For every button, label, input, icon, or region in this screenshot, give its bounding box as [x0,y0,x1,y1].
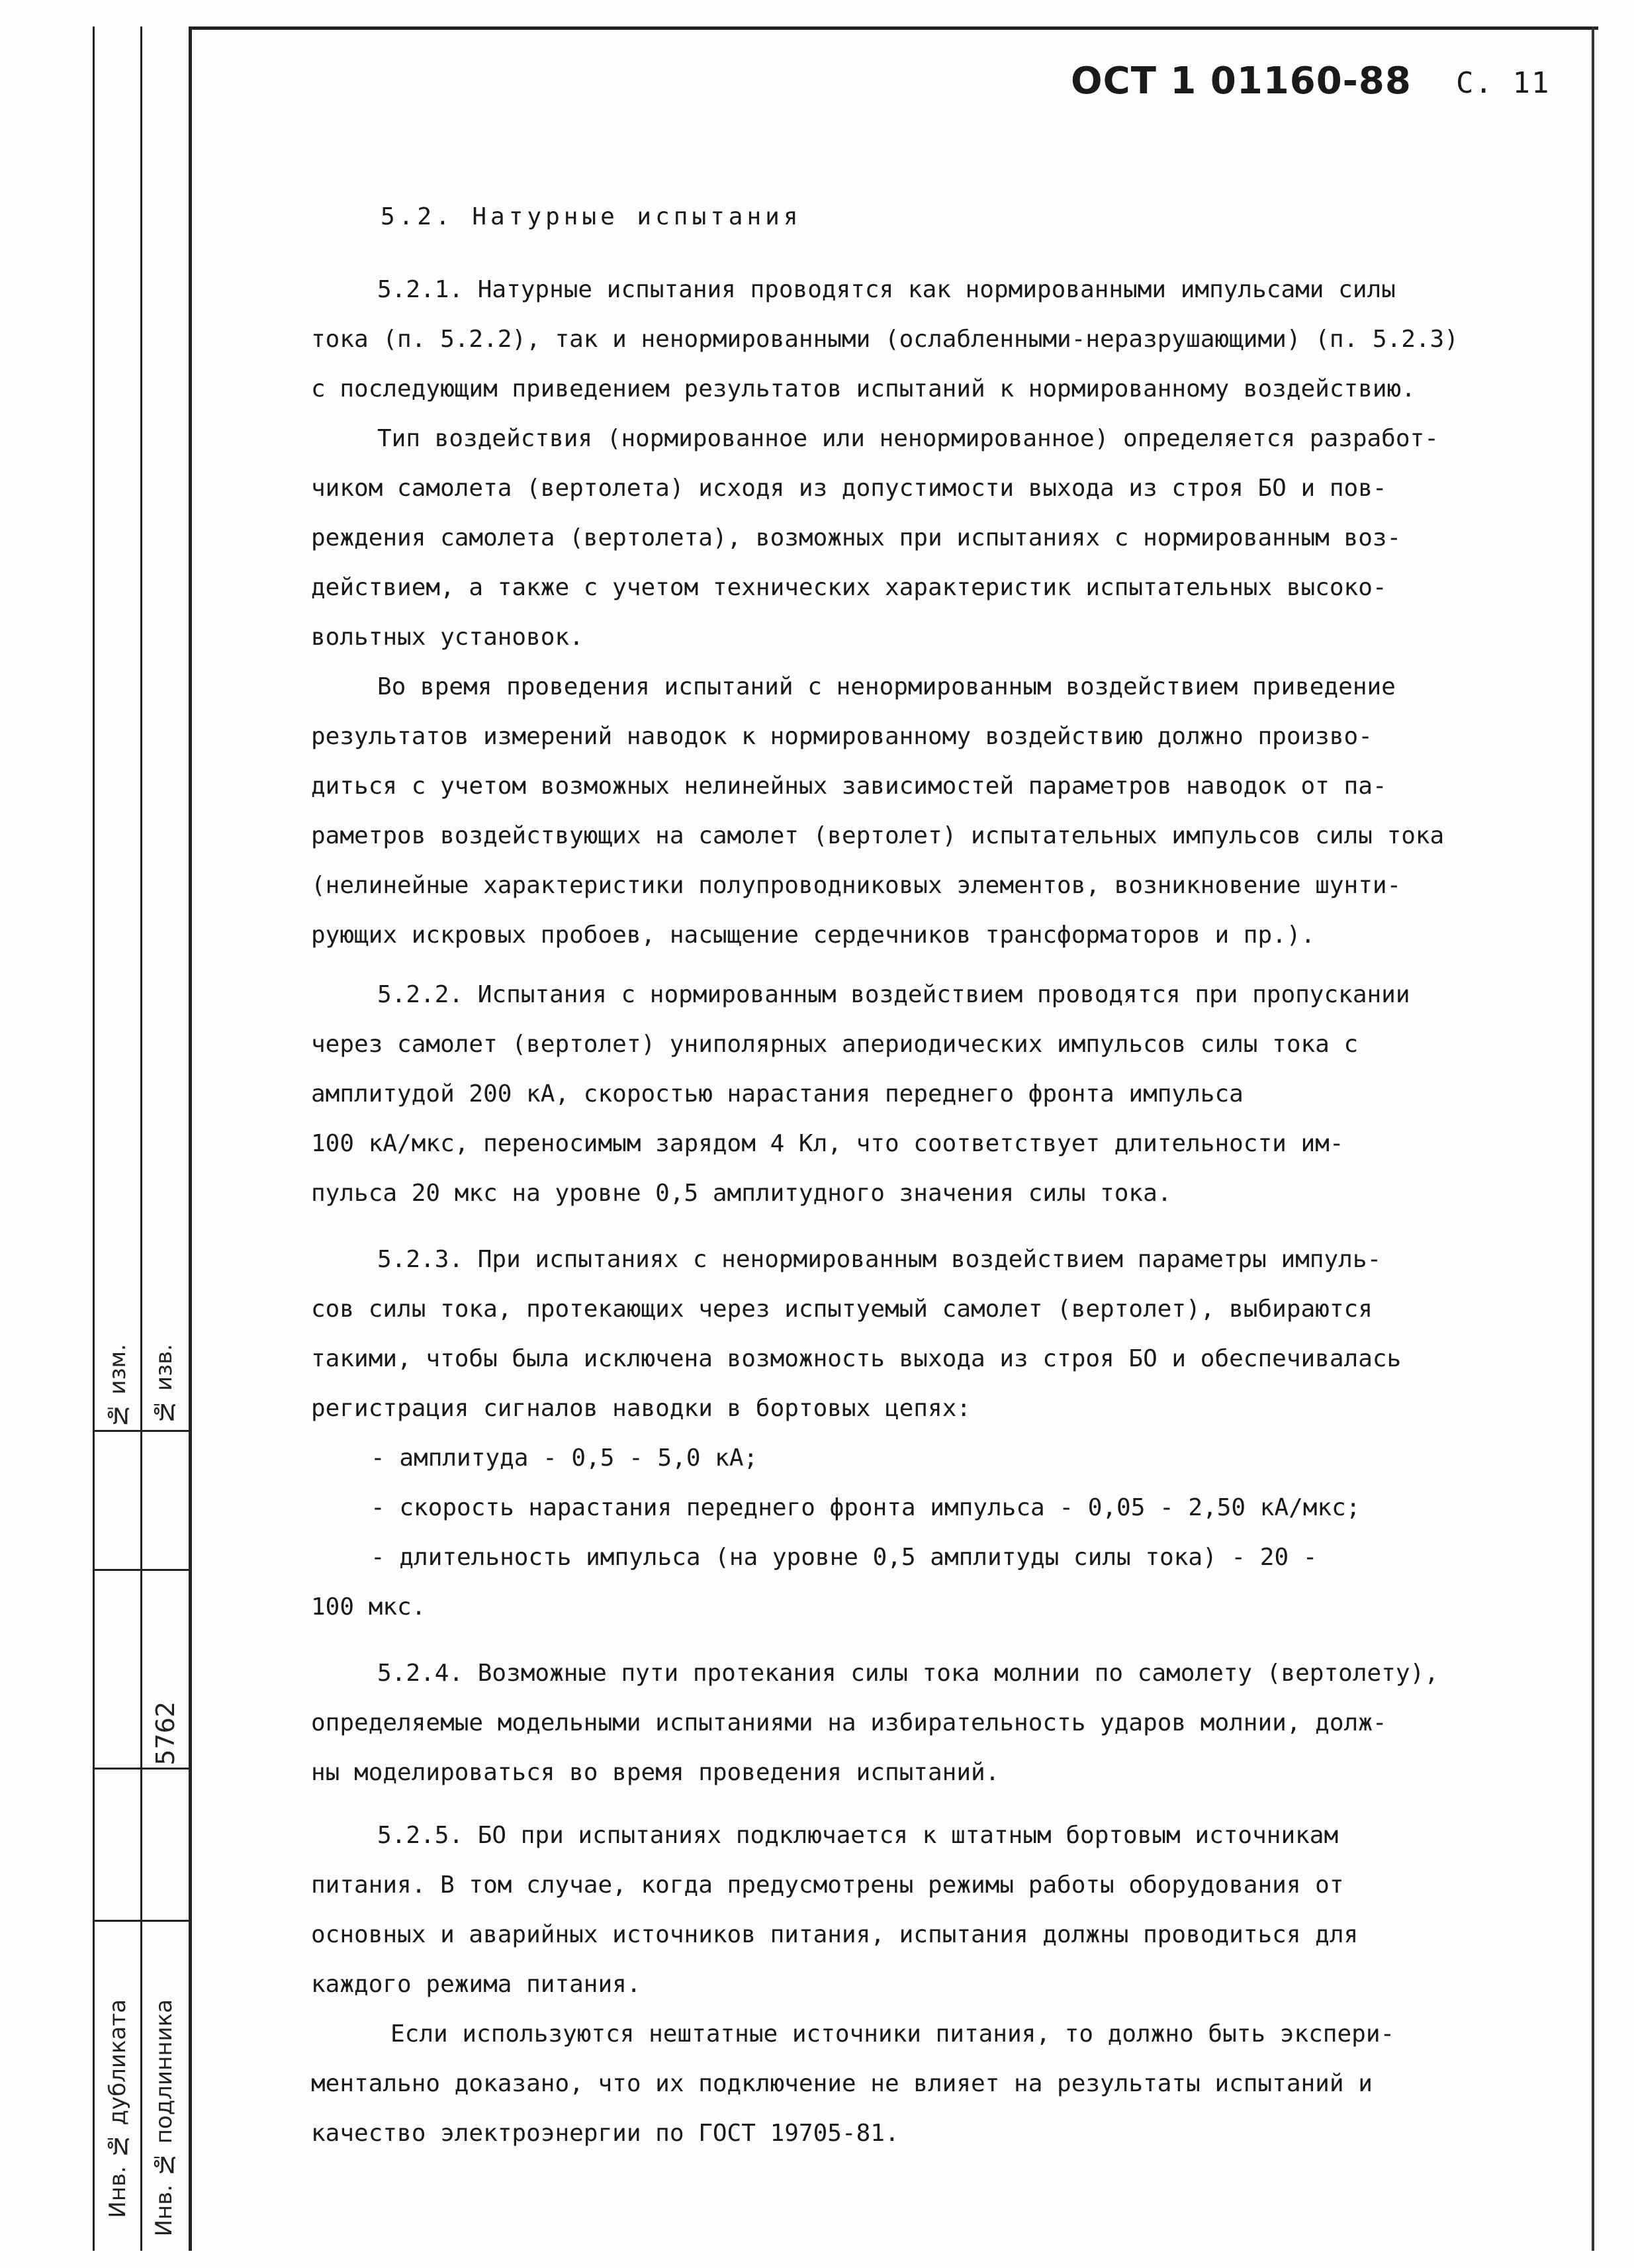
text-line: такими, чтобы была исключена возможность выхода из строя БО и обеспечивалась [311,1345,1402,1372]
stamp-divider [93,1920,189,1922]
section-title: 5.2. Натурные испытания [381,203,802,230]
text-line: пульса 20 мкс на уровне 0,5 амплитудного значения силы тока. [311,1180,1172,1207]
text-line: регистрация сигналов наводки в бортовых цепях: [311,1395,971,1422]
section-5-2-4 [311,1648,1555,1797]
stamp-divider [93,1430,189,1432]
change-number-label: № изм. [105,1344,131,1429]
text-line: Если используются нештатные источники питания, то должно быть экспери- [390,2020,1395,2048]
section-5-2-1 [311,265,1555,960]
text-line: 5.2.4. Возможные пути протекания силы тока молнии по самолету (вертолету), [377,1660,1439,1687]
stamp-divider [140,26,142,2251]
document-code: ОСТ 1 01160-88 [1071,60,1412,103]
frame-left-border [189,26,192,2251]
text-line: ны моделироваться во время проведения испытаний. [311,1759,1000,1786]
text-line: ментально доказано, что их подключение не влияет на результаты испытаний и [311,2070,1373,2097]
text-line: 5.2.5. БО при испытаниях подключается к штатным бортовым источникам [377,1822,1339,1849]
text-line: каждого режима питания. [311,1971,641,1998]
text-line: с последующим приведением результатов испытаний к нормированному воздействию. [311,375,1416,402]
text-line: Во время проведения испытаний с ненормированным воздействием приведение [377,673,1396,700]
text-line: действием, а также с учетом технических характеристик испытательных высоко- [311,574,1387,601]
stamp-divider [93,26,95,2251]
original-inventory-label: Инв. № подлинника [151,1999,177,2237]
list-item: - амплитуда - 0,5 - 5,0 кА; [371,1444,758,1472]
text-line: чиком самолета (вертолета) исходя из допустимости выхода из строя БО и пов- [311,475,1387,502]
text-line: (нелинейные характеристики полупроводниковых элементов, возникновение шунти- [311,872,1402,899]
text-line: Тип воздействия (нормированное или ненормированное) определяется разработ- [377,425,1439,452]
stamp-divider [93,1768,189,1770]
text-line: амплитудой 200 кА, скоростью нарастания переднего фронта импульса [311,1080,1244,1108]
stamp-divider [93,1569,189,1571]
text-line: через самолет (вертолет) униполярных апериодических импульсов силы тока с [311,1031,1359,1058]
list-item: - длительность импульса (на уровне 0,5 амплитуды силы тока) - 20 - [371,1544,1318,1571]
section-5-2-5 [311,1811,1555,2158]
text-line: 100 мкс. [311,1593,426,1621]
text-line: 100 кА/мкс, переносимым зарядом 4 Кл, что соответствует длительности им- [311,1130,1344,1157]
frame-right-border [1592,26,1594,2251]
notice-number-label: № изв. [151,1344,177,1425]
frame-top-border [189,26,1598,30]
original-inventory-value: 5762 [151,1701,180,1766]
margin-stamp [93,26,189,2251]
text-line: 5.2.3. При испытаниях с ненормированным воздействием параметры импуль- [377,1246,1382,1273]
text-line: вольтных установок. [311,624,584,651]
text-line: основных и аварийных источников питания, испытания должны проводиться для [311,1921,1359,1948]
text-line: определяемые модельными испытаниями на избирательность ударов молнии, долж- [311,1709,1387,1736]
text-line: 5.2.1. Натурные испытания проводятся как нормированными импульсами силы [377,276,1396,303]
text-line: питания. В том случае, когда предусмотрены режимы работы оборудования от [311,1871,1344,1899]
text-line: рующих искровых пробоев, насыщение сердечников трансформаторов и пр.). [311,921,1316,949]
text-line: качество электроэнергии по ГОСТ 19705-81. [311,2120,899,2147]
section-5-2-3 [311,1235,1555,1632]
list-item: - скорость нарастания переднего фронта импульса - 0,05 - 2,50 кА/мкс; [371,1494,1361,1521]
text-line: сов силы тока, протекающих через испытуемый самолет (вертолет), выбираются [311,1296,1373,1323]
text-line: реждения самолета (вертолета), возможных при испытаниях с нормированным воз- [311,524,1402,551]
text-line: диться с учетом возможных нелинейных зависимостей параметров наводок от па- [311,773,1387,800]
text-line: 5.2.2. Испытания с нормированным воздействием проводятся при пропускании [377,981,1410,1008]
page-number: С. 11 [1456,66,1551,100]
text-line: результатов измерений наводок к нормированному воздействию должно произво- [311,723,1373,750]
duplicate-inventory-label: Инв. № дубликата [105,1999,131,2218]
text-line: тока (п. 5.2.2), так и ненормированными (ослабленными-неразрушающими) (п. 5.2.3) [311,326,1459,353]
section-5-2-2 [311,970,1555,1218]
text-line: раметров воздействующих на самолет (вертолет) испытательных импульсов силы тока [311,822,1445,849]
